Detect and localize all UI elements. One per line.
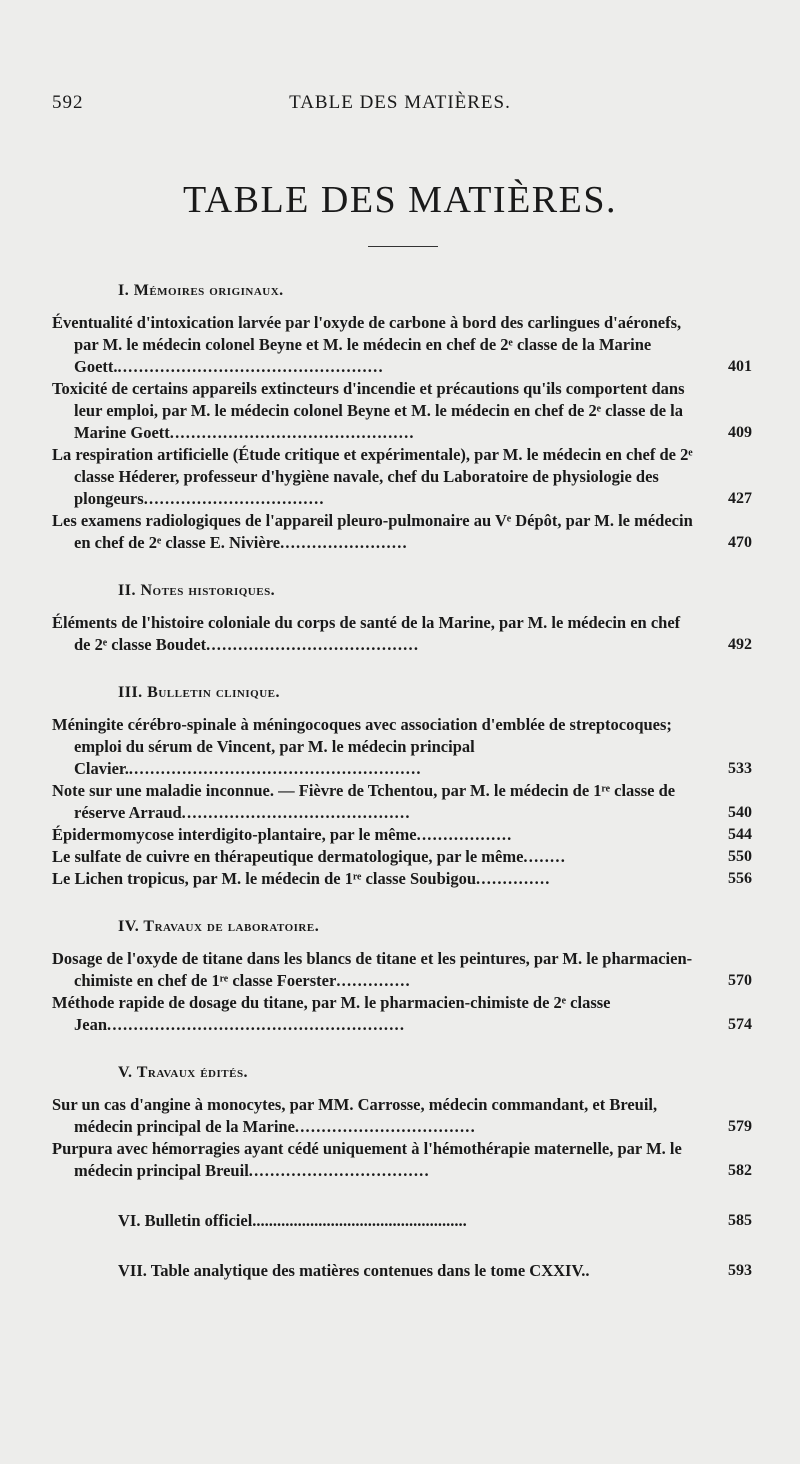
entry-page: 570 [728, 972, 752, 989]
entry-page: 579 [728, 1118, 752, 1135]
toc-entry [52, 868, 752, 890]
toc-entry [52, 312, 752, 378]
section-bulletin-officiel [52, 1210, 752, 1232]
toc-entry [52, 824, 752, 846]
toc-entry [52, 378, 752, 444]
entry-page: 544 [728, 826, 752, 843]
entry-page: 540 [728, 804, 752, 821]
toc-entry [52, 948, 752, 992]
section-table-analytique [52, 1260, 752, 1282]
toc-entry [52, 1094, 752, 1138]
toc-entry [52, 846, 752, 868]
page-title: TABLE DES MATIÈRES. [183, 179, 617, 221]
leader-dots: .............. [476, 869, 551, 888]
entry-text: Le sulfate de cuivre en thérapeutique dermatologique, par le même [52, 847, 524, 866]
leader-dots: .................................. [248, 1161, 430, 1180]
leader-dots: .................................. [143, 489, 325, 508]
leader-dots: .............................................. [169, 423, 415, 442]
entry-page: 470 [728, 534, 752, 551]
entry-text: Purpura avec hémorragies ayant cédé uniquement à l'hémothérapie maternelle, par M. le médecin principal Breuil [52, 1139, 682, 1180]
toc-entry [52, 1138, 752, 1182]
section-bulletin-clinique [52, 684, 752, 890]
section-heading: III. Bulletin clinique. [118, 684, 280, 701]
page-number: 592 [52, 92, 84, 113]
entry-page: 401 [728, 358, 752, 375]
entry-text: Les examens radiologiques de l'appareil pleuro-pulmonaire au Vᵉ Dépôt, par M. le médecin en chef de 2ᵉ classe E. Nivière [52, 511, 693, 552]
entry-page: 585 [728, 1212, 752, 1229]
toc-entry [52, 780, 752, 824]
entry-page: 492 [728, 636, 752, 653]
leader-dots: ........................................ [206, 635, 420, 654]
entry-text: La respiration artificielle (Étude critique et expérimentale), par M. le médecin en chef de 2ᵉ classe Héderer, professeur d'hygiène navale, chef du Laboratoire de physiologie des plongeurs [52, 445, 693, 508]
leader-dots: ........................................................ [107, 1015, 406, 1034]
leader-dots: .................................................. [117, 357, 384, 376]
toc-entry [52, 612, 752, 656]
entry-page: 533 [728, 760, 752, 777]
leader-dots: .............. [336, 971, 411, 990]
entry-page: 409 [728, 424, 752, 441]
leader-dots: .................................. [294, 1117, 476, 1136]
section-heading: V. Travaux édités. [118, 1064, 249, 1081]
entry-text: Méthode rapide de dosage du titane, par M. le pharmacien-chimiste de 2ᵉ classe Jean [52, 993, 611, 1034]
section-memoires-originaux [52, 282, 752, 554]
section-notes-historiques [52, 582, 752, 656]
entry-text: Épidermomycose interdigito-plantaire, par le même [52, 825, 417, 844]
entry-page: 550 [728, 848, 752, 865]
entry-text: Éventualité d'intoxication larvée par l'oxyde de carbone à bord des carlingues d'aéronefs, par M. le médecin colonel Beyne et M. le médecin en chef de 2ᵉ classe de la Marine Goett. [52, 313, 682, 376]
leader-dots: .................. [416, 825, 513, 844]
entry-text: Le Lichen tropicus, par M. le médecin de 1ʳᵉ classe Soubigou [52, 869, 477, 888]
section-travaux-de-laboratoire [52, 918, 752, 1036]
entry-text: Méningite cérébro-spinale à méningocoques avec association d'emblée de streptocoques; emploi du sérum de Vincent, par M. le médecin principal Clavier. [52, 715, 672, 778]
entry-page: 593 [728, 1262, 752, 1279]
leader-dots: ....................................................... [128, 759, 422, 778]
section-travaux-edites [52, 1064, 752, 1182]
toc-entry [52, 992, 752, 1036]
leader-dots: ........................................... [181, 803, 411, 822]
section-heading: II. Notes historiques. [118, 582, 276, 599]
leader-dots: ................................................... [256, 1211, 467, 1230]
entry-text: Éléments de l'histoire coloniale du corps de santé de la Marine, par M. le médecin en chef de 2ᵉ classe Boudet [52, 613, 681, 654]
entry-text: Dosage de l'oxyde de titane dans les blancs de titane et les peintures, par M. le pharmacien-chimiste en chef de 1ʳᵉ classe Foerster [52, 949, 693, 990]
leader-dots: ........................ [280, 533, 408, 552]
section-heading: IV. Travaux de laboratoire. [118, 918, 320, 935]
entry-page: 574 [728, 1016, 752, 1033]
entry-page: 556 [728, 870, 752, 887]
toc-entry [52, 444, 752, 510]
entry-text: Toxicité de certains appareils extincteurs d'incendie et précautions qu'ils comportent dans leur emploi, par M. le médecin colonel Beyne et M. le médecin en chef de 2ᵉ classe de la Marine Goett [52, 379, 685, 442]
leader-dots: . [585, 1261, 590, 1280]
toc-entry [52, 510, 752, 554]
entry-text: VI. Bulletin officiel. [118, 1211, 257, 1230]
running-head [52, 92, 748, 120]
toc-entry [52, 714, 752, 780]
entry-text: Sur un cas d'angine à monocytes, par MM. Carrosse, médecin commandant, et Breuil, médecin principal de la Marine [52, 1095, 658, 1136]
entry-page: 427 [728, 490, 752, 507]
leader-dots: ........ [523, 847, 567, 866]
entry-page: 582 [728, 1162, 752, 1179]
entry-text: VII. Table analytique des matières contenues dans le tome CXXIV. [118, 1261, 586, 1280]
section-heading: I. Mémoires originaux. [118, 282, 284, 299]
table-of-contents [52, 282, 752, 1282]
running-title: TABLE DES MATIÈRES. [289, 92, 511, 113]
entry-text: Note sur une maladie inconnue. — Fièvre de Tchentou, par M. le médecin de 1ʳᵉ classe de réserve Arraud [52, 781, 676, 822]
title-divider [368, 246, 438, 247]
